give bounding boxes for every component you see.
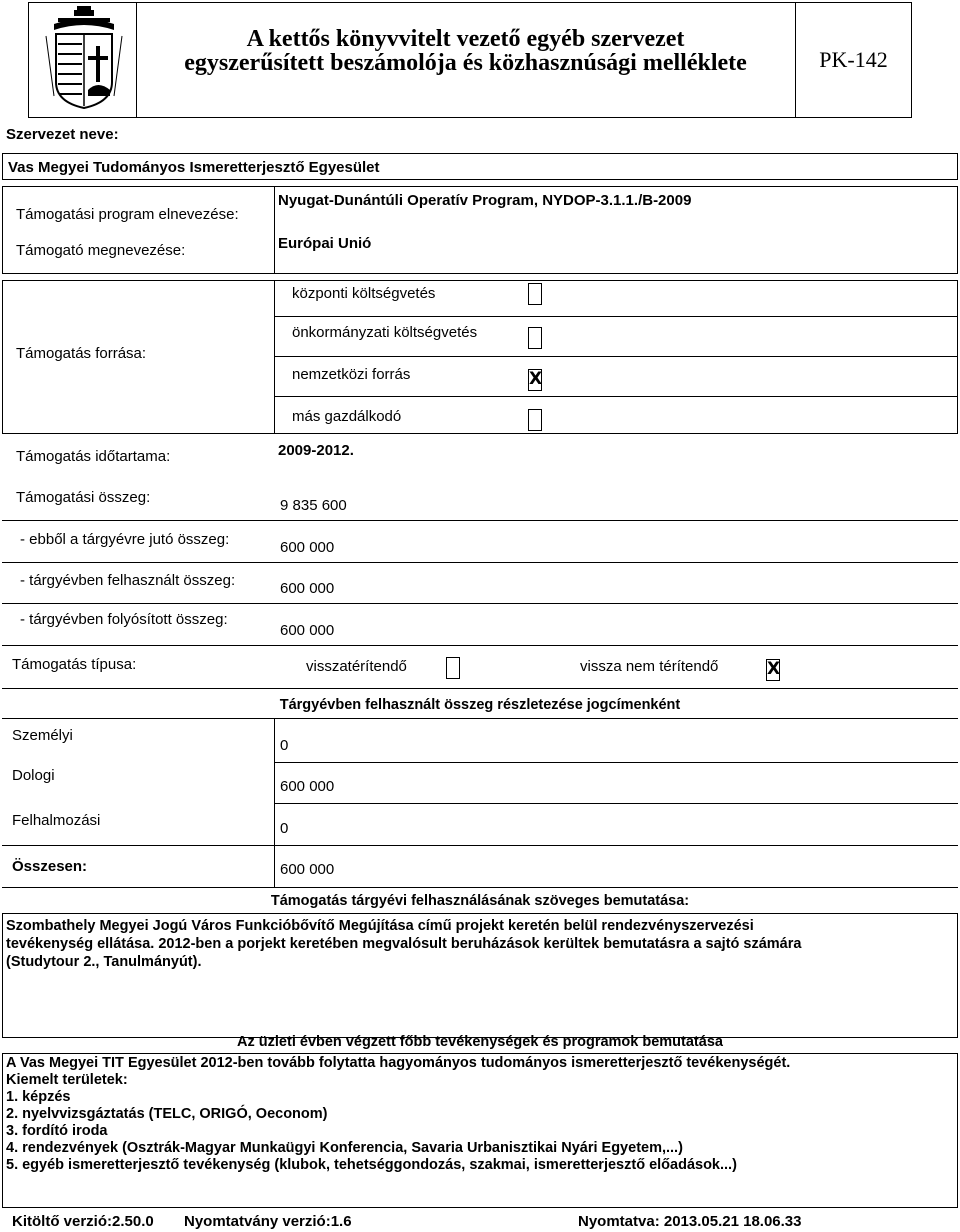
grant-type-label: Támogatás típusa: — [12, 656, 137, 673]
funding-row-line-3 — [274, 396, 958, 397]
year-amount-underline — [2, 562, 958, 563]
organization-name-label: Szervezet neve: — [6, 126, 119, 143]
used-amount-underline — [2, 603, 958, 604]
coat-of-arms-icon — [44, 6, 124, 110]
amount-label: Támogatási összeg: — [16, 489, 151, 506]
duration-label: Támogatás időtartama: — [16, 448, 171, 465]
grant-type-underline — [2, 688, 958, 689]
funding-option-other-business: más gazdálkodó — [292, 408, 402, 425]
activities-line-1: A Vas Megyei TIT Egyesület 2012-ben tovább folytatta hagyományos tudományos ismeretterjesztő tevékenységét. — [6, 1055, 791, 1071]
funding-checkbox-other-business[interactable] — [528, 409, 542, 431]
grant-type-nonrefundable-label: vissza nem térítendő — [580, 658, 719, 675]
activities-line-4: 2. nyelvvizsgáztatás (TELC, ORIGÓ, Oeconom) — [6, 1106, 328, 1122]
grantor-value[interactable]: Európai Unió — [278, 235, 372, 252]
funding-source-divider — [274, 280, 275, 434]
used-amount-label: - tárgyévben felhasznált összeg: — [20, 572, 236, 589]
paid-amount-underline — [2, 645, 958, 646]
breakdown-personal-label: Személyi — [12, 727, 73, 744]
breakdown-personal-value[interactable]: 0 — [280, 737, 289, 754]
funding-checkbox-international[interactable]: X — [529, 369, 543, 389]
activities-line-2: Kiemelt területek: — [6, 1072, 128, 1088]
funding-row-line-1 — [274, 316, 958, 317]
activities-heading: Az üzleti évben végzett főbb tevékenységek és programok bemutatása — [237, 1034, 723, 1050]
footer-form-version: Nyomtatvány verzió:1.6 — [184, 1213, 352, 1230]
usage-text-heading: Támogatás tárgyévi felhasználásának szöveges bemutatása: — [270, 893, 690, 909]
breakdown-row-line-1 — [274, 762, 958, 763]
breakdown-capital-value[interactable]: 0 — [280, 820, 289, 837]
funding-checkbox-central-budget[interactable] — [528, 283, 542, 305]
funding-checkbox-municipal-budget[interactable] — [528, 327, 542, 349]
activities-line-3: 1. képzés — [6, 1089, 71, 1105]
usage-text-line-1: Szombathely Megyei Jogú Város Funkcióbővítő Megújítása című projekt keretén belül rendezvényszervezési — [6, 918, 754, 934]
grant-type-refundable-checkbox[interactable] — [446, 657, 460, 679]
usage-text-line-2: tevékenység ellátása. 2012-ben a porjekt keretében megvalósult beruházások kerültek bemutatásra a sajtó számára — [6, 936, 802, 952]
organization-name-value: Vas Megyei Tudományos Ismeretterjesztő Egyesület — [8, 159, 380, 176]
breakdown-material-value[interactable]: 600 000 — [280, 778, 335, 795]
footer-printed-date: Nyomtatva: 2013.05.21 18.06.33 — [578, 1213, 802, 1230]
breakdown-material-label: Dologi — [12, 767, 55, 784]
breakdown-capital-label: Felhalmozási — [12, 812, 101, 829]
paid-amount-value[interactable]: 600 000 — [280, 622, 335, 639]
breakdown-row-line-3 — [2, 845, 958, 846]
funding-option-central-budget: központi költségvetés — [292, 285, 436, 302]
breakdown-total-value[interactable]: 600 000 — [280, 861, 335, 878]
activities-line-7: 5. egyéb ismeretterjesztő tevékenység (klubok, tehetséggondozás, szakmai, ismeretterjesztő előadások...) — [6, 1157, 737, 1173]
funding-row-line-2 — [274, 356, 958, 357]
breakdown-top-line — [2, 718, 958, 719]
activities-box[interactable] — [2, 1053, 958, 1208]
footer-filler-version: Kitöltő verzió:2.50.0 — [12, 1213, 154, 1230]
amount-underline — [2, 520, 958, 521]
activities-line-6: 4. rendezvények (Osztrák-Magyar Munkaügyi Konferencia, Savaria Urbanisztikai Nyári Egyetem,...) — [6, 1140, 683, 1156]
usage-text-line-3: (Studytour 2., Tanulmányút). — [6, 954, 202, 970]
grant-type-refundable-label: visszatérítendő — [306, 658, 407, 675]
form-code: PK-142 — [819, 47, 888, 72]
grantor-label: Támogató megnevezése: — [16, 242, 186, 259]
breakdown-bottom-line — [2, 887, 958, 888]
paid-amount-label: - tárgyévben folyósított összeg: — [20, 611, 228, 628]
funding-option-international: nemzetközi forrás — [292, 366, 411, 383]
grant-program-value[interactable]: Nyugat-Dunántúli Operatív Program, NYDOP-3.1.1./B-2009 — [278, 192, 692, 209]
grant-program-divider — [274, 186, 275, 274]
duration-value[interactable]: 2009-2012. — [278, 442, 354, 459]
breakdown-total-label: Összesen: — [12, 858, 88, 875]
year-amount-value[interactable]: 600 000 — [280, 539, 335, 556]
grant-type-nonrefundable-checkbox[interactable]: X — [767, 659, 781, 679]
funding-source-label: Támogatás forrása: — [16, 345, 147, 362]
breakdown-heading: Tárgyévben felhasznált összeg részletezése jogcímenként — [279, 697, 681, 713]
grant-program-label: Támogatási program elnevezése: — [16, 206, 239, 223]
form-title-line2: egyszerűsített beszámolója és közhasznúsági melléklete — [184, 50, 747, 76]
form-title-line1: A kettős könyvvitelt vezető egyéb szervezet — [246, 26, 685, 52]
used-amount-value[interactable]: 600 000 — [280, 580, 335, 597]
year-amount-label: - ebből a tárgyévre jutó összeg: — [20, 531, 230, 548]
amount-value[interactable]: 9 835 600 — [280, 497, 347, 514]
breakdown-row-line-2 — [274, 803, 958, 804]
activities-line-5: 3. fordító iroda — [6, 1123, 108, 1139]
funding-option-municipal-budget: önkormányzati költségvetés — [292, 324, 478, 341]
